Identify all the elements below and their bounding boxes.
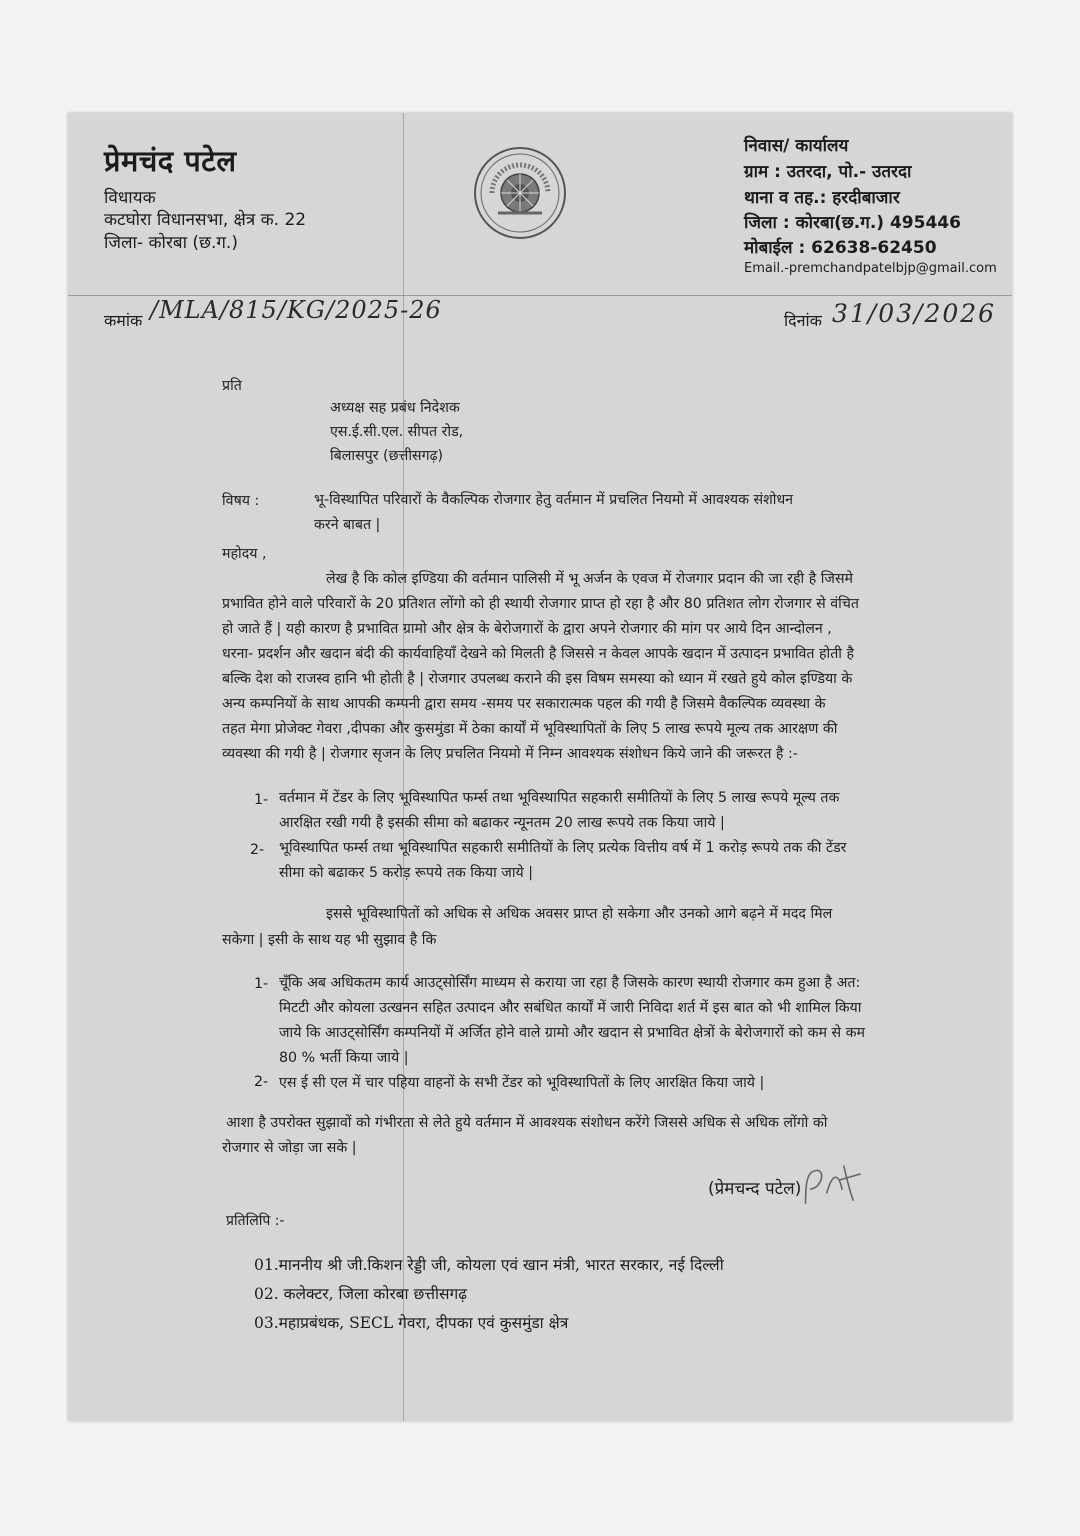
list1-line: भूविस्थापित फर्म्स तथा भूविस्थापित सहकारी समीतियों के लिए प्रत्येक वित्तीय वर्ष में 1 करोड़ रूपये तक की टेंडर xyxy=(279,840,847,856)
addressee-line: बिलासपुर (छत्तीसगढ़) xyxy=(330,448,444,464)
list2-line: जाये कि आउट्सोर्सिंग कम्पनियों में अर्जित होने वाले ग्रामो और खदान से प्रभावित क्षेत्रों के बेरोजगारों को कम से कम xyxy=(279,1025,865,1041)
addressee-line: अध्यक्ष सह प्रबंध निदेशक xyxy=(330,400,460,416)
list1-line: सीमा को बढाकर 5 करोड़ रूपये तक किया जाये | xyxy=(279,865,534,881)
list1-number: 2- xyxy=(250,842,265,858)
office-email: Email.-premchandpatelbjp@gmail.com xyxy=(744,261,997,276)
copy-item: 03.महाप्रबंधक, SECL गेवरा, दीपका एवं कुसमुंडा क्षेत्र xyxy=(254,1314,569,1332)
para1-line: लेख है कि कोल इण्डिया की वर्तमान पालिसी में भू अर्जन के एवज में रोजगार प्रदान की जा रही है जिसमे xyxy=(326,571,854,587)
office-district: जिला : कोरबा(छ.ग.) 495446 xyxy=(744,213,961,233)
salutation: महोदय , xyxy=(222,546,267,562)
list2-line: एस ई सी एल में चार पहिया वाहनों के सभी टेंडर को भूविस्थापितों के लिए आरक्षित किया जाये | xyxy=(279,1075,765,1091)
subject-line: भू-विस्थापित परिवारों के वैकल्पिक रोजगार हेतु वर्तमान में प्रचलित नियमो में आवश्यक संशोधन xyxy=(314,492,794,508)
office-village: ग्राम : उतरदा, पो.- उतरदा xyxy=(744,162,912,182)
prati-label: प्रति xyxy=(222,378,242,394)
para2-line: इससे भूविस्थापितों को अधिक से अधिक अवसर प्राप्त हो सकेगा और उनको आगे बढ़ने में मदद मिल xyxy=(326,906,833,922)
list1-number: 1- xyxy=(254,792,269,808)
sender-constituency: कटघोरा विधानसभा, क्षेत्र क. 22 xyxy=(104,210,307,230)
para1-line: अन्य कम्पनियों के साथ आपकी कम्पनी द्वारा समय -समय पर सकारात्मक पहल की गयी है जिसमे वैकल्पिक व्यवस्था के xyxy=(222,696,826,712)
addressee-line: एस.ई.सी.एल. सीपत रोड, xyxy=(330,424,464,440)
closing-line: आशा है उपरोक्त सुझावों को गंभीरता से लेते हुये वर्तमान में आवश्यक संशोधन करेंगे जिससे अधिक से अधिक लोंगो को xyxy=(226,1115,828,1131)
para1-line: धरना- प्रदर्शन और खदान बंदी की कार्यवाहियाँ देखने को मिलती है जिससे न केवल आपके खदान में उत्पादन प्रभावित होती है xyxy=(222,646,855,662)
copy-label: प्रतिलिपि :- xyxy=(226,1213,285,1229)
list2-line: मिटटी और कोयला उत्खनन सहित उत्पादन और सबंधित कार्यों में जारी निविदा शर्त में इस बात को भी शामिल किया xyxy=(279,1000,862,1016)
list2-line: चूँकि अब अधिकतम कार्य आउट्सोर्सिंग माध्यम से कराया जा रहा है जिसके कारण स्थायी रोजगार कम हुआ है अत: xyxy=(279,975,861,991)
sender-name: प्रेमचंद पटेल xyxy=(104,144,237,178)
list1-line: वर्तमान में टेंडर के लिए भूविस्थापित फर्म्स तथा भूविस्थापित सहकारी समीतियों के लिए 5 लाख रूपये मूल्य तक xyxy=(279,790,840,806)
subject-label: विषय : xyxy=(222,493,260,509)
assembly-seal-icon xyxy=(472,145,568,241)
office-mobile: मोबाईल : 62638-62450 xyxy=(744,238,937,258)
letter-page xyxy=(68,113,1012,1421)
date-label: दिनांक xyxy=(784,311,822,330)
para1-line: बल्कि देश को राजस्व हानि भी होती है | रोजगार उपलब्ध कराने की इस विषम समस्या को ध्यान में रखते हुये कोल इण्डिया के xyxy=(222,671,853,687)
copy-item: 02. कलेक्टर, जिला कोरबा छत्तीसगढ़ xyxy=(254,1285,467,1303)
closing-line: रोजगार से जोड़ा जा सके | xyxy=(222,1140,357,1156)
para1-line: हो जाते हैं | यही कारण है प्रभावित ग्रामो और क्षेत्र के बेरोजगारों के द्वारा अपने रोजगार की मांग पर आये दिन आन्दोलन , xyxy=(222,621,832,637)
subject-line: करने बाबत | xyxy=(314,517,381,533)
para1-line: तहत मेगा प्रोजेक्ट गेवरा ,दीपका और कुसमुंडा में ठेका कार्यों में भूविस्थापितों के लिए 5 लाख रूपये मूल्य तक आरक्षण की xyxy=(222,721,838,737)
ref-label: कमांक xyxy=(104,311,143,330)
sender-district: जिला- कोरबा (छ.ग.) xyxy=(104,233,238,253)
para1-line: व्यवस्था की गयी है | रोजगार सृजन के लिए प्रचलित नियमो में निम्न आवश्यक संशोधन किये जाने की जरूरत है :- xyxy=(222,746,798,762)
para1-line: प्रभावित होने वाले परिवारों के 20 प्रतिशत लोंगो को ही स्थायी रोजगार प्राप्त हो रहा है और 80 प्रतिशत लोग रोजगार से वंचित xyxy=(222,596,859,612)
signatory-name: (प्रेमचन्द पटेल) xyxy=(708,1179,802,1199)
list2-line: 80 % भर्ती किया जाये | xyxy=(279,1050,409,1066)
ref-number: /MLA/815/KG/2025-26 xyxy=(150,296,442,324)
office-tehsil: थाना व तह.: हरदीबाजार xyxy=(744,188,900,208)
copy-item: 01.माननीय श्री जी.किशन रेड्डी जी, कोयला एवं खान मंत्री, भारत सरकार, नई दिल्ली xyxy=(254,1256,724,1274)
para2-line: सकेगा | इसी के साथ यह भी सुझाव है कि xyxy=(222,932,437,948)
list2-number: 1- xyxy=(254,976,269,992)
date-value: 31/03/2026 xyxy=(832,299,997,328)
signature-scribble xyxy=(794,1157,889,1217)
list2-number: 2- xyxy=(254,1074,269,1090)
office-heading: निवास/ कार्यालय xyxy=(744,136,849,156)
list1-line: आरक्षित रखी गयी है इसकी सीमा को बढाकर न्यूनतम 20 लाख रूपये तक किया जाये | xyxy=(279,815,725,831)
sender-title: विधायक xyxy=(104,188,156,208)
